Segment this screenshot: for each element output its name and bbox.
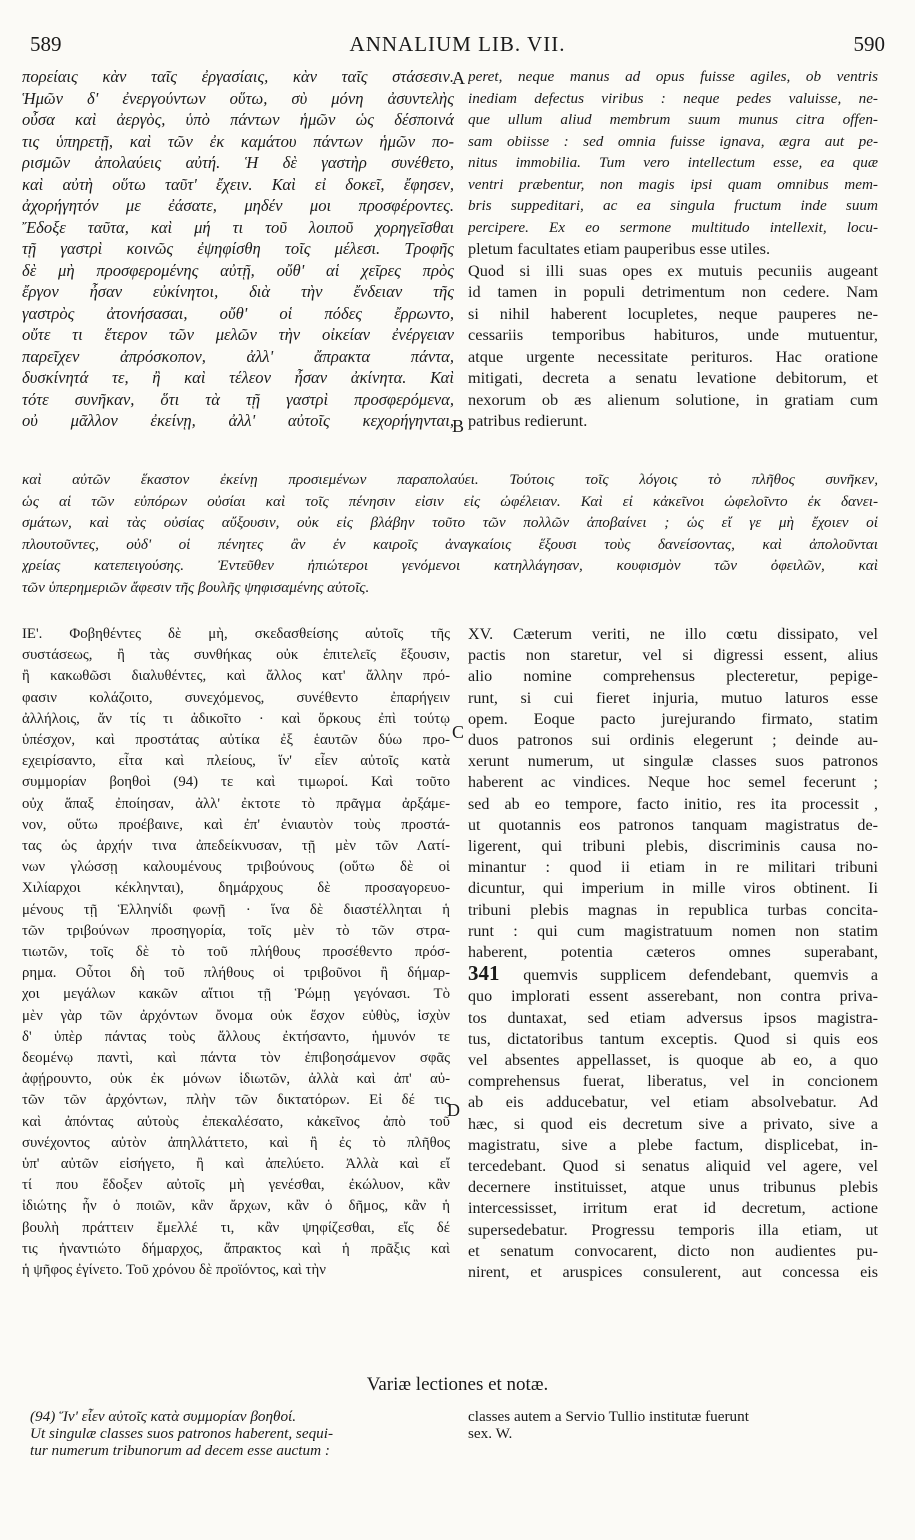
text-line: μένους τῇ Ἑλληνίδι φωνῇ · ἵνα δὲ διαστέλληται ἡ: [22, 901, 450, 918]
text-line: minantur : quod ii etiam in re militari tribuni: [468, 859, 878, 877]
text-line: ρισμῶν ἀπολαύεις αὐτή. Ἡ δὲ γαστὴρ συνέθετο,: [22, 153, 454, 172]
text-line: pactis non staretur, vel si digressi essent, alius: [468, 647, 878, 665]
text-line: ἀφῄρουντο, οὐκ ἐκ μόνων ἰδιωτῶν, ἀλλὰ καὶ ἀπ' αὐ-: [22, 1071, 450, 1088]
text-line: βουλὴ πράττειν ἔμελλέ τι, κἂν ψηφίζεσθαι, εἴς δέ: [22, 1219, 450, 1236]
text-line: δὲ μὴ προσφερομένης αὐτῇ, οὔθ' αἱ χεῖρες πρὸς: [22, 260, 454, 280]
text-line: id tamen in populi detrimentum non cedere. Nam: [468, 282, 878, 301]
latin-column-lower: [468, 624, 878, 1283]
page-number-right: 590: [853, 32, 885, 56]
text-line: πλουτοῦντες, οὐδ' οἱ πένητες ἂν ἐν καιροῖς ἀναγκαίοις ἕξουσι τοὺς δανείσοντας, καὶ ἀπολοῦνται: [22, 535, 878, 553]
running-title: ANNALIUM LIB. VII.: [349, 32, 566, 56]
notes-left-column: [30, 1408, 444, 1459]
latin-column-top-roman: [468, 238, 878, 432]
text-line: atque urgente necessitate perituros. Hac oratione: [468, 346, 878, 366]
text-line: οὔτε τι ἕτερον τῶν μελῶν τὴν οἰκείαν ἐνέργειαν: [22, 325, 454, 344]
text-line: τότε συνῆκαν, ὅτι τὰ τῇ γαστρὶ προσφερόμενα,: [22, 389, 454, 409]
text-line: γαστρὸς ἀτονήσασαι, οὔθ' οἱ πόδες ἔρρωντο,: [22, 303, 454, 323]
text-line: patribus redierunt.: [468, 411, 588, 430]
text-line: καὶ αὐτῶν ἕκαστον ἐκείνῃ προσιεμένων παραπολαύει. Τούτοις τοῖς λόγοις τὸ πλῆθος συνῆκεν,: [22, 471, 878, 488]
text-line: δ' ὑπὲρ πάντας τοὺς ἄλλους ἐκτήσαντο, ἡμυνόν τε: [22, 1028, 450, 1045]
text-line: τις ὑπηρετῇ, καὶ τῶν ἐκ καμάτου πάντων ἡμῶν πο-: [22, 131, 454, 151]
text-line: mitigati, decreta a senatu levatione debitorum, et: [468, 368, 878, 387]
text-line: supersedebatur. Progressu temporis illa etiam, ut: [468, 1221, 878, 1239]
text-line: pletum facultates etiam pauperibus esse utiles.: [468, 239, 771, 258]
text-line: hæc, si quod eis decretum sive a privato, sive a: [468, 1115, 878, 1133]
text-line: νον, οὕτω προέβαινε, καὶ ἐπ' ἐνιαυτὸν τοὺς προστά-: [22, 816, 450, 833]
text-line: τῶν τριβούνων προσηγορία, τοῖς μὲν τὸ τῶν στρα-: [22, 922, 450, 939]
text-line: Ἡμῶν δ' ἐνεργούντων οὕτω, σὺ μόνη ἀσυντελὴς: [22, 88, 454, 108]
text-line: ΙΕ'. Φοβηθέντες δὲ μὴ, σκεδασθείσης αὐτοῖς τῆς: [22, 626, 450, 642]
text-line: οὐ μᾶλλον ἐκείνῃ, ἀλλ' αὐτοῖς κεχορήγηνται,: [22, 411, 454, 430]
text-line: φασιν κολάζοιτο, συνεχόμενος, συνέθεντο ἐπαρήγειν: [22, 689, 450, 706]
text-line: opem. Eoque pacto jurejurando firmato, statim: [468, 710, 878, 728]
text-line: ὑπέσχον, καὶ προστάτας αὐτίκα ἐξ ἑαυτῶν δύω προ-: [22, 732, 450, 749]
text-line: εχειρίσαντο, εἶτα καὶ πλείους, ἵν' εἶεν αὐτοῖς κατὰ: [22, 753, 450, 770]
text-line: comprehensus fuerat, liberatus, vel in concionem: [468, 1073, 878, 1091]
page-header: [30, 32, 885, 60]
text-line: Χιλίαρχοι κέκληνται), δημάρχους δὲ προσαγορευο-: [22, 880, 450, 897]
text-line: μὲν γὰρ τῶν ἀρχόντων ὄνομα οὐκ ἔσχον εὐθὺς, ἰσχὺν: [22, 1007, 450, 1024]
text-line: καὶ ἀπόντας αὐτοὺς ἐπεκαλέσατο, κἀκεῖνος ἀπὸ τοῦ: [22, 1113, 450, 1130]
text-line: ut quotannis eos patronos tanquam magistratus de-: [468, 816, 878, 834]
text-line: (94) Ἵν' εἶεν αὐτοῖς κατὰ συμμορίαν βοηθοί.: [30, 1408, 297, 1425]
text-line: tur numerum tribunorum ad decem esse auctum :: [30, 1442, 330, 1459]
text-line: ἔργον ἦσαν εὐκίνητοι, διὰ τὴν ἔνδειαν τῆς: [22, 282, 454, 301]
text-line: ἡ ψῆφος ἐγίνετο. Τοῦ χρόνου δὲ προϊόντος, καὶ τὴν: [22, 1262, 326, 1279]
text-line: nirent, et aruspices consulerent, aut concessa eis: [468, 1264, 878, 1282]
text-line: percipere. Ex eo sermone multitudo intellexit, locu-: [468, 218, 878, 236]
text-line: ὑπ' αὐτῶν εἰσήγετο, ἢ καὶ ἀπελύετο. Ἀλλὰ καὶ εἴ: [22, 1156, 450, 1173]
text-line: et senatum convocarent, dicto non audientes pu-: [468, 1242, 878, 1260]
text-line: ἢ κακωθῶσι διαλυθέντες, καὶ ἄλλος κατ' ἄλλην πρό-: [22, 668, 450, 685]
text-line: χρείας κατεπειγούσης. Ἐντεῦθεν ἠπιώτεροι γενόμενοι κατηλλάγησαν, κουφισμὸν τῶν ὀφειλῶν, καὶ: [22, 557, 878, 575]
text-line: classes autem a Servio Tullio institutæ fuerunt: [468, 1408, 749, 1425]
text-line: τῶν τῶν ἀρχόντων, πλὴν τῶν δικτατόρων. Εἰ δέ τις: [22, 1092, 450, 1109]
text-line: χοι μεγάλων κακῶν αἴτιοι τῇ Ῥώμῃ γεγόνασι. Τὸ: [22, 986, 450, 1003]
greek-column-top: [22, 66, 454, 432]
text-line: bris suppeditari, ac ea singula fructum inde suum: [468, 197, 878, 214]
text-line: dicuntur, qui imperium in mille viros obtinent. Ii: [468, 880, 878, 898]
text-line: τις ἠναντιώτο δήμαρχος, ἄπρακτος καὶ ἡ πρᾶξις καὶ: [22, 1240, 450, 1257]
text-line: alio nomine comprehensus plecteretur, pepige-: [468, 668, 878, 686]
greek-column-lower: [22, 624, 450, 1281]
text-line: Ἔδοξε ταῦτα, καὶ μή τι τοῦ λοιποῦ χορηγεῖσθαι: [22, 217, 454, 237]
margin-letter-c: C: [452, 722, 465, 742]
text-line: ventri præbentur, non magis ipsi quam omnibus mem-: [468, 175, 878, 193]
text-line: duos patronos sui ordinis elegerunt ; deinde au-: [468, 732, 878, 750]
text-line: τῶν ὑπερημεριῶν ἄφεσιν τῆς βουλῆς ψηφισαμένης αὐτοῖς.: [22, 578, 370, 596]
text-line: τῇ γαστρὶ κοινῶς ἐψηφίσθη τοῖς μέλεσι. Τροφῆς: [22, 239, 454, 258]
text-line: ἀχορήγητόν με ἐάσατε, μηδέν μοι προσφέροντες.: [22, 196, 454, 215]
text-line: παρεῖχεν ἀπρόσκοπον, ἀλλ' ἄπρακτα πάντα,: [22, 346, 454, 366]
text-line: sex. W.: [468, 1425, 513, 1442]
text-line: ρημα. Οὗτοι δὴ τοῦ πλήθους οἱ τριβοῦνοι ἢ δήμαρ-: [22, 965, 450, 982]
text-line: nitus immobilia. Tum vero intellectum esse, ea quæ: [468, 154, 878, 171]
text-line: συστάσεως, ἢ τὰς συνθήκας οὐκ ἐπιτελεῖς ἕξουσιν,: [22, 647, 450, 664]
text-line: quo implorati essent asserebant, non contra priva-: [468, 988, 878, 1006]
text-line: si nihil haberent locupletes, neque pauperes ne-: [468, 303, 878, 323]
inline-page-number: 341: [468, 963, 524, 986]
text-line: tribuni plebis magnas in republica turbas concita-: [468, 901, 878, 919]
text-line: tos duntaxat, sed etiam adversus ipsos magistra-: [468, 1009, 878, 1027]
text-line: sam obiisse : sed omnia fuisse ignava, ægra aut pe-: [468, 132, 878, 150]
text-line: πορείαις κὰν ταῖς ἐργασίαις, κὰν ταῖς στάσεσιν.: [22, 67, 454, 86]
text-line: xerunt numerum, ut singulæ classes suos patronos: [468, 753, 878, 771]
text-line: vel absentes appellasset, is quoque ab eo, a quo: [468, 1052, 878, 1070]
text-line: nexorum ob æs alienum solutione, in gratiam cum: [468, 389, 878, 409]
notes-right-column: [468, 1408, 878, 1442]
text-line: ab eis adducebatur, vel etiam absolvebatur. Ad: [468, 1094, 878, 1112]
text-line: magistratu, sive a plebe factum, displicebat, in-: [468, 1136, 878, 1154]
margin-letter-a: A: [452, 68, 465, 88]
text-line: inediam defectus viribus : neque pedes valuisse, ne-: [468, 89, 878, 107]
text-line: sed ab eo tempore, facto initio, res ita processit ,: [468, 795, 878, 813]
text-line: runt : qui cum magistratuum nomen non statim: [468, 922, 878, 940]
text-line: οὐχ ἅπαξ ἐποίησαν, ἀλλ' ἐκτοτε τὸ πρᾶγμα ἀρξάμε-: [22, 795, 450, 812]
text-line: intercessisset, irritum erat id decretum, actione: [468, 1200, 878, 1218]
text-line: runt, si cui fieret injuria, mutuo laturos esse: [468, 689, 878, 707]
text-line: Ut singulæ classes suos patronos haberent, sequi-: [30, 1425, 334, 1442]
text-line: 341 quemvis supplicem defendebant, quemvis a: [468, 963, 878, 986]
page-number-left: 589: [30, 32, 62, 56]
greek-full-width: [22, 469, 878, 599]
text-line: ὡς αἱ τῶν εὐπόρων οὐσίαι καὶ τοῖς πένησιν εἰσιν εἰς ὠφέλειαν. Καὶ εἰ κἀκεῖνοι ὠφελοῖντο ἐκ δανει-: [22, 492, 878, 510]
text-line: συνέχοντος αὐτὸν ἀπηλλάττετο, καὶ ἢ ἐς τὸ πλῆθος: [22, 1134, 450, 1151]
text-line: τιωτῶν, τοῖς δὲ τὸ τοῦ πλήθους προσέθεντο πρόσ-: [22, 944, 450, 961]
text-line: tercedebant. Quod si senatus aliquid vel agere, vel: [468, 1158, 878, 1176]
latin-column-top: [468, 66, 878, 238]
text-line: τας ὡς ἀρχήν τινα ἀπεδείκνυσαν, τῇ μὲν τῶν Λατί-: [22, 838, 450, 855]
text-line: ἀλλήλοις, ἄν τίς τι ἀδικοῖτο · καὶ ὅρκους ἐπὶ τούτῳ: [22, 710, 450, 727]
text-line: XV. Cæterum veriti, ne illo cœtu dissipato, vel: [468, 626, 878, 643]
text-line: ligerent, qui tribuni plebis, discriminis causa no-: [468, 838, 878, 856]
text-line: cessariis temporibus habituros, unde mutuentur,: [468, 325, 878, 344]
text-line: que ullum aliud membrum suum munus citra offen-: [468, 111, 878, 128]
text-line: δυσκίνητά τε, ἢ καὶ τέλεον ἦσαν ἀκίνητα. Καὶ: [22, 368, 454, 387]
text-line: νων γλώσσῃ καλουμένους τριβούνους (οὕτω δὲ οἱ: [22, 859, 450, 876]
text-line: tus, dictatoribus tantum exceptis. Quod si quis eos: [468, 1030, 878, 1048]
text-line: Quod si illi suas opes ex mutuis pecuniis augeant: [468, 260, 878, 280]
text-line: καὶ αὐτὴ οὕτω ταῦτ' ἔχειν. Καὶ εἰ δοκεῖ, ἔφησεν,: [22, 174, 454, 194]
text-line: συμμορίαν βοηθοὶ (94) τε καὶ τιμωροί. Καὶ τοῦτο: [22, 774, 450, 791]
margin-letter-b: B: [452, 416, 465, 436]
text-line: ἰδιώτης ἦν ὁ ποιῶν, κἂν ἄρχων, κἂν ὁ δῆμος, κἂν ἡ: [22, 1198, 450, 1215]
text-line: peret, neque manus ad opus fuisse agiles, ob ventris: [468, 68, 878, 85]
notes-title: Variæ lectiones et notæ.: [366, 1374, 549, 1395]
text-line: haberent ac vindices. Neque hoc semel fecerunt ;: [468, 774, 878, 792]
text-line: οὖσα καὶ ἀεργὸς, ὑπὸ πάντων ἡμῶν ὡς δέσποινά: [22, 110, 454, 129]
margin-letter-d: D: [447, 1100, 460, 1120]
text-line: τί που ἔδοξεν αὐτοῖς μὴ γενέσθαι, ἐκώλυον, κἂν: [22, 1177, 450, 1194]
text-line: decernere instituisset, atque unus tribunus plebis: [468, 1179, 878, 1197]
text-line: haberent, potentia cæteros omnes superabant,: [468, 944, 878, 962]
text-line: σμάτων, καὶ τὰς οὐσίας αὔξουσιν, οὐκ εἰς βλάβην τοῦτο τῶν πολλῶν ἀποβαίνει ; ὡς εἴ γε μὴ ἔχοιεν οἱ: [22, 514, 878, 532]
text-line: δεομένῳ παντὶ, καὶ πάντα τὸν ἐπιβοησάμενον σφᾶς: [22, 1050, 450, 1067]
